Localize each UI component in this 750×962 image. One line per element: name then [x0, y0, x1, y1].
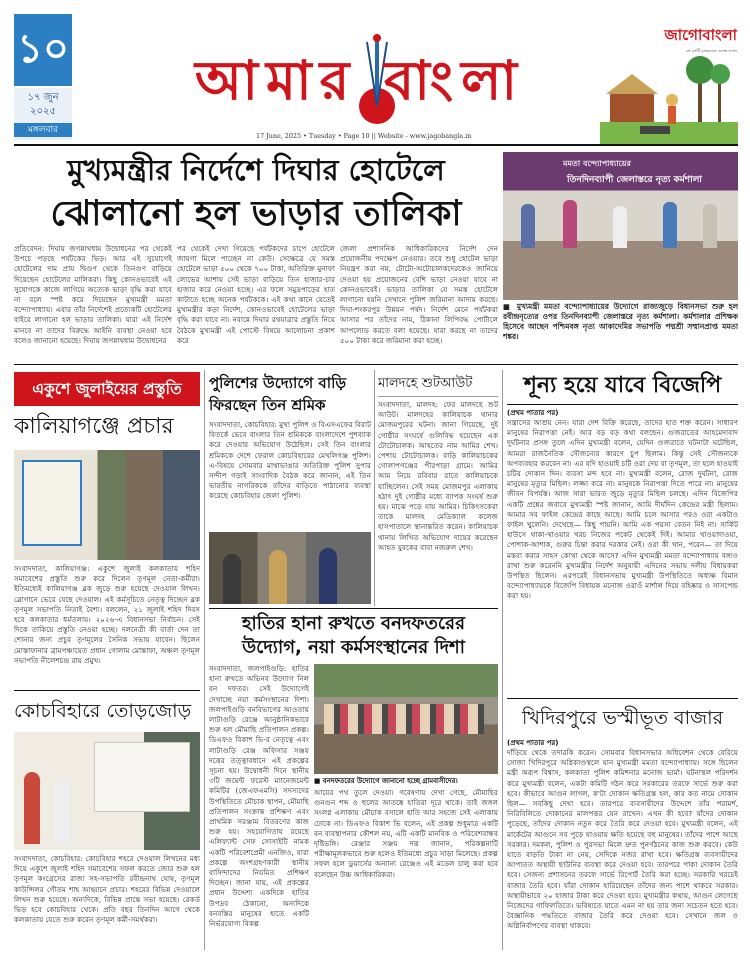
date-year: ২০২৫	[30, 106, 56, 117]
wall-painting	[94, 742, 190, 812]
lead-bottom-rule	[14, 364, 738, 365]
person-figure	[54, 778, 70, 844]
bengal-illustration	[600, 52, 738, 146]
dance-workshop-caption: ■ মুখ্যমন্ত্রী মমতা বন্দ্যোপাধ্যায়ের উদ্যোগে রাজ্যজুড়ে বিধানসভা শুরু হল রবীন্দ্রনৃত্যের ওপর তিনদিনব্যাপী জেলাস্তরে নৃত্য কর্মশালা। কর্মশালার প্রশিক্ষক হিসেবে আছেন পশ্চিমবঙ্গ নৃত্য আকাদেমির সভাপতি পদ্মশ্রী সম্মানপ্রাপ্ত মমতা শঙ্কর।	[503, 302, 738, 341]
person-figure	[269, 550, 287, 604]
logo	[195, 32, 545, 130]
bjp-kicker: (প্রথম পাতার পর)	[507, 409, 559, 417]
forest-meeting-caption: ■ বনদফতরের উদ্যোগে জানানো হচ্ছে গ্রামবাসীদের।	[314, 777, 458, 785]
dancer-figure	[563, 200, 577, 248]
col-divider-3	[502, 370, 503, 950]
khidirpur-headline: খিদিরপুরে ভস্মীভূত বাজার	[521, 707, 724, 729]
crowd-figures	[324, 704, 484, 734]
elephant-headline-line1: হাতির হানা রুখতে বনদফতরের	[242, 613, 465, 634]
elephant-headline	[209, 612, 498, 660]
lead-headline-line2: ঝোলানো হল ভাড়ার তালিকা	[50, 194, 462, 234]
dancer-figure	[521, 204, 535, 248]
malda-text: সংবাদদাতা, মালদহ: ফের মালদহে শুট আউট। মালদহের কালিয়াচক থানার মোজমপুরের ঘটনা। জানা গিয়েছে, দুই গোষ্ঠীর সংঘর্ষে গুলিবিদ্ধ হয়েছেন এক টোটোচালক। আহতের নাম আমির শেখ। পেশায় টোটোচালক। বাড়ি কালিয়াচকের গোলাপগঞ্জের পীরপাড়া গ্রামে। আমির আম নিয়ে রবিবার রাতে কালিয়াচকে যাচ্ছিলেন। সেই সময় মোজমপুর এলাকায় হঠাৎ দুই গোষ্ঠীর মধ্যে ব্যাপক সংঘর্ষ শুরু হয়। মাঝে পড়ে যায় আমির। চিকিৎসকেরা তাকে মালদহ মেডিক্যাল কলেজ হাসপাতালে স্থানান্তরিত করেন। কালিয়াচক থানায় লিখিত অভিযোগ দায়ের করেছেন আহত যুবকের বাবা নজরুল শেখ।	[378, 400, 498, 552]
dance-workshop-photo	[503, 152, 738, 300]
coochbehar-title: কোচবিহারে তোড়জোড়	[14, 700, 192, 722]
lead-headline-line1: মুখ্যমন্ত্রীর নির্দেশে দিঘার হোটেলে	[67, 153, 445, 187]
khidirpur-kicker: (প্রথম পাতার পর)	[507, 739, 559, 747]
police-workers-photo	[209, 532, 371, 604]
right-divider	[507, 698, 738, 699]
police-headline	[209, 372, 371, 416]
ekushe-title: কালিয়াগঞ্জে প্রচার	[14, 414, 174, 439]
bjp-rule	[507, 404, 738, 405]
dancer-figure	[663, 202, 677, 248]
kaliaganj-wall-photo	[14, 450, 200, 560]
masthead-rule	[14, 144, 738, 146]
page-number: ১০	[17, 26, 69, 72]
dancer-figure	[703, 204, 717, 248]
photo-banner-sub: তিনদিনব্যাপী জেলাস্তরে নৃত্য কর্মশালা	[567, 175, 703, 185]
lead-col-2: পর থেকেই দেখা গিয়েছে পর্যটকদের চাপে হোটেলে জায়গা মিলে পাচ্ছেন না কেউ। সেক্ষেত্রে যে সমস্ত হোটেলে ভাড়া ৫০০ থেকে ৭০০ টাকা, অতিরিক্ত মুনাফা লোভের আশায় সেই ভাড়া বাড়িয়ে তিন হাজার-চার হাজার করে নেওয়া হচ্ছে। এর ফলে সমুদ্রপাড়ের হাত কাটাতে হচ্ছে অনেক পর্যটককে। এই কথা কানে যেতেই মুখ্যমন্ত্রীর কড়া নির্দেশ, কোনওভাবেই হোটেলের ভাড়া বৃদ্ধি করা যাবে না। নবান্নে দিঘার রথযাত্রার প্রস্তুতি নিয়ে বৈঠকে মুখ্যমন্ত্রী এই পোস্টে বিষয়ে আলোচনা প্রকাশ করে	[177, 244, 335, 345]
malda-rule	[378, 396, 498, 397]
page-number-box	[14, 14, 72, 86]
police-headline-line1: পুলিশের উদ্যোগে বাড়ি	[209, 374, 347, 392]
weekday: মঙ্গলবার	[14, 123, 72, 137]
date-box	[14, 88, 72, 140]
logo-text: আমার বাংলা	[195, 49, 525, 112]
forest-meeting-photo	[314, 664, 498, 774]
dancer-figure	[613, 206, 627, 248]
mid-rule	[209, 608, 498, 609]
person-figure	[319, 548, 337, 604]
info-line: 17 June, 2025 • Tuesday • Page 10 || Website - www.jagobangla.in	[256, 132, 472, 140]
elephant-col-1: সংবাদদাতা, জলপাইগুড়ি: হাতির হানা রুখতে অভিনব উদ্যোগ নিল বন দফতর। সেই উদ্যোগেই দেখাচ্ছে নয়া কর্মসংস্থানের দিশা। জলপাইগুড়ি বনবিভাগের আওতায় লাটাগুড়ি রেঞ্জে আনুষ্ঠানিকভাবে শুরু হল মৌমাছি প্রতিপালন প্রকল্প। ডিএফও বিকাশ ভি-র নেতৃত্বে এবং লাটাগুড়ি রেঞ্জ অফিসার সঞ্জয় দত্তের তত্ত্বাবধানে এই প্রকল্পের সূচনা হয়। উদ্বোধনী দিনে স্থানীয় ৩টি জয়েন্ট ফরেস্ট ম্যানেজমেন্ট কমিটির (জেএফএমসি) সদস্যদের উপস্থিতিতে মৌচাক স্থাপন, মৌমাছি প্রতিপালন সংক্রান্ত প্রশিক্ষণ এবং প্রাথমিক সরঞ্জাম বিতরণের কাজ শুরু হয়। সহযোগিতায় রয়েছে এলিফ্যান্ট সেফ সোসাইটি নামক একটি পরিবেশপ্রেমী এনজিও, যারা প্রকল্পে অংশগ্রহণকারী স্থানীয় বাসিন্দাদের নিয়মিত প্রশিক্ষণ দিচ্ছেন। জানা যায়, এই প্রকল্পের প্রধান উদ্দেশ্য একদিকে হাতির উপদ্রব ঠেকানো, অন্যদিকে বনবস্তির মানুষের হাতে একটি নির্ভরযোগ্য বিকল্প	[209, 664, 309, 929]
bjp-text: সন্ত্রাসের আশ্রয় নেন। যারা দেশ বিক্রি করেছে, তাদের হাত শক্ত করেন। সাধারণ মানুষের নিরাপত্তা নেই। আর বড় বড় কথা বলছেন। গুজরাতের আহমেদাবাদ দুর্ঘটনার প্রসঙ্গ তুলে এদিন মুখ্যমন্ত্রী বলেন, যেদিন গুজরাতে ঘটনাটা ঘটেছিল, আমরা রাজনৈতিক সৌজন্যের কারণে চুপ ছিলাম। কিন্তু সেই সৌজন্যকে অপব্যবহার করবেন না। এর যদি হাওয়াই চটি ওরা দেয় বা তৃণমূল, তা হলে হাওয়াই চটির দোকান দিন। ব্যবসা মন্দ হবে না। মুখ্যমন্ত্রী বলেন, রোজ দুর্ঘটনা, রোজ মানুষের মৃত্যুর মিছিল। লজ্জা করে না। মানুষকে নিরাপত্তা দিতে পারে না। মানুষের জীবন বিপর্যস্ত। আজ সারা ভারত জুড়ে মৃত্যুর মিছিল চলছে। এদিন বিজেপির একটি প্রশ্নের জবাবে মুখ্যমন্ত্রী স্পষ্ট জানান, আমি দীর্ঘদিন কেন্দ্রের মন্ত্রী ছিলাম। আমার সব ফাইল কেন্দ্রের কাছে আছে। আমি চলে আসার পরও ওরা একটাও ফাইল খুলেনি। দেখেছে— কিছু পায়নি। আমি এক পয়সা বেতন নিই না। সার্কিট হাউসে থাকা-খাওয়ার খরচ নিজের পকেট থেকেই দিই। আমার খাওয়াদাওয়া, পোশাক-আশাক, গুরুর চিন্তা করার দরকার নেই। ওরা কী খান, পরেন— তা দিয়ে মন্তব্য করার সাহস কোথা থেকে আসে? এদিন মুখ্যমন্ত্রী মমতা বন্দ্যোপাধ্যায় বঙ্গ্যও রাখা শুরু করেননি মুখ্যমন্ত্রীর নির্দেশ অনুযায়ী এদিনের সভায় দলীয় বিধায়করা উপস্থিত ছিলেন। এরপরেই বিধানসভায় মুখ্যমন্ত্রী উপস্থিতিতে অধ্যক্ষ বিমান বন্দ্যোপাধ্যায়কে বিজেপি বিধায়ক মনোজ ওরাওঁ মার্শাল দিয়ে বহিষ্কার ও সাসপেন্ড করা হয়।	[507, 418, 738, 601]
person-figure	[223, 554, 241, 604]
police-text: সংবাদদাতা, কোচবিহার: মুখ্য পুলিশ ও বিএসএফের বিরাট বিতর্কে ভেবে বাংলার তিন শ্রমিককে বাংলাদেশে পুশব্যাক করে দেওয়ার অভিযোগ উঠেছিল। সেই তিন বাংলার শ্রমিককে দেশে ফেরাল কোচবিহারের মেখলিগঞ্জ পুলিশ। এ-বিষয়ে সোমবার মাথাভাঙার অতিরিক্ত পুলিশ সুপার সন্দীপ গড়াই সাংবাদিক বৈঠক করে জানান, এই তিন ভারতীয় নাগরিককে তাঁদের বাড়িতে পাঠানোর ব্যবস্থা করেছে কোচবিহার জেলা পুলিশ।	[209, 420, 371, 501]
col-divider-2	[374, 370, 375, 606]
col-divider-1	[204, 370, 205, 950]
bjp-headline: শূন্য হয়ে যাবে বিজেপি	[523, 373, 722, 398]
police-headline-line2: ফিরছেন তিন শ্রমিক	[209, 396, 326, 414]
lead-col-1: প্রতিবেদন: দিঘায় জগন্নাথধাম উদ্বোধনের পর থেকেই উপচে পড়ছে পর্যটকের ভিড়। আর এই সুযোগেই হোটেলের দাম প্রায় দ্বিগুণ থেকে তিনগুণ বাড়িয়ে দিয়েছেন হোটেলের মালিকরা। কিছু কোনওভাবেই এই সুযোগকে কাজে লাগিয়ে অত্যেক ভাড়া বৃদ্ধি করা যাবে না বলে স্পষ্ট করে দিয়েছেন মুখ্যমন্ত্রী মমতা বন্দ্যোপাধ্যায়। এবার তাঁর নির্দেশেই প্রত্যেকটি হোটেলের বাইরে লাগানো হল ভাড়ার তালিকা। যারা এই নির্দেশ মানবে না তাদের বিরুদ্ধে আইনি ব্যবস্থা নেওয়া হবে বলেও জানানো হয়েছে। দিঘায় জগন্নাথধাম উদ্বোধনের	[14, 244, 172, 345]
elephant-headline-line2: উদ্যোগ, নয়া কর্মসংস্থানের দিশা	[242, 637, 465, 658]
wall-graffiti	[22, 460, 82, 546]
coochbehar-wall-photo	[14, 732, 200, 850]
brand-name: জাগোবাংলা	[664, 26, 737, 44]
date-day: ১৭ জুন	[27, 92, 59, 103]
ekushe-banner: একুশে জুলাইয়ের প্রস্তুতি	[14, 372, 200, 406]
elephant-col-2: আয়ের পথ তুলে দেওয়া। গবেষণায় দেখা গেছে, মৌমাছির গুনগুন শব্দ ও হুলের আতঙ্কে হাতিরা দূরে থাকে। তাই জঙ্গল সংলগ্ন এলাকায় মৌচাক বসালে হাতি আর সহজে সেই এলাকায় ঢোকে না। ডিএফও বিকাশ ভি বলেন, এই প্রকল্প শুধুমাত্র একটি বন ব্যবস্থাপনার কৌশল নয়, এটি একটি মানবিক ও পরিবেশবান্ধব দৃষ্টিভঙ্গি। রেঞ্জার সঞ্জয় দত্ত জানান, পরিকল্পনাটি পরীক্ষামূলকভাবে শুরু হলেও ইতিমধ্যে প্রচুর সাড়া মিলেছে। প্রকল্প সফল হলে ডুয়ার্সের অন্যান্য রেঞ্জেও এই মডেল চালু করা হবে বলেছেন উচ্চ আধিকারিকরা।	[314, 788, 498, 879]
lead-headline	[14, 150, 498, 238]
coochbehar-text: সংবাদদাতা, কোচবিহার: কোচবিহার শহরে দেওয়াল লিখনের মধ্য দিয়ে একুশে জুলাই শহিদ সমাবেশের সফল করতে জোর শুরু হল তৃণমূল কংগ্রেসের রাজ্য সহ-সভাপতি রবীন্দ্রনাথ ঘোষ, তৃণমূল কাউন্সিলর গৌতম শাহ আহ্বানে প্রচার। শহরের বিভিন্ন দেওয়ালে লিখন শুরু হয়েছে। অন্যদিকে, বিভিন্ন প্রান্তে সভা হয়েছে। রেকর্ড ভিড় হবে কোচবিহার থেকে। প্রতি বছর তিনদিন আগে থেকে কলকাতায় যেতে শুরু করেন তৃণমূল কর্মী-সমর্থকরা।	[14, 854, 200, 925]
lead-col-3: জেলা প্রশাসনিক আধিকারিকদের নির্দেশ দেন প্রয়োজনীয় পদক্ষেপ নেওয়ার। তবে শুধু হোটেল ভাড়া নিয়ন্ত্রণ করা নয়, টোটো-অটোচালকদেরকেও জানিয়ে দেওয়া হয় প্রয়োজনের বেশি ভাড়া নেওয়া যাবে না কোনওভাবেই। ভাড়ার তালিকা যে সমস্ত হোটেলে লাগানো হয়নি সেখানে পুলিশ জরিমানা আদায় করছে। দিঘা-শংকরপুর উন্নয়ন পর্ষদ। নির্দেশ মেনে পর্যটকরা আসার পর তাঁদের নাম, ঠিকানা লিপিবদ্ধ পোর্টালে আপলোড করতে বলা হয়েছে। যারা করছে না তাদের ৫০০ টাকা করে জরিমানা করা হচ্ছে।	[340, 244, 498, 345]
ekushe-text: সংবাদদাতা, কালিয়াগঞ্জ: একুশে জুলাই কলকাতায় শহিদ সমাবেশের প্রস্তুতি শুরু করে দিলেন তৃণমূল নেতা-কর্মীরা। ইতিমধ্যেই কালিয়াগঞ্জ ব্লক জুড়ে শুরু হয়েছে দেওয়াল লিখন। স্লোগানে ভেরে যেছে দেওয়াল। এই কর্মসূচিতে নেতৃত্ব দিচ্ছেন ব্লক তৃণমূল সভাপতি নিতাই বৈশ্য। বললেন, ২১ জুলাই শহিদ দিবস হবে কলকাতার ধর্মতলায়। ২০২৬-এ বিধানসভা নির্বাচন। সেই দিকে তাকিয়ে প্রস্তুতি নেওয়া হচ্ছে। দলনেত্রী কী বার্তা দেন তা শোনার জন্য প্রচুর তৃণমূলের সৈনিক সভায় যাবেন। ছিলেন মোস্তাফানার ব্রামপঞ্চায়েত প্রধান গোলাম মোস্তাফা, অঞ্চল তৃণমূল সভাপতি নীলেশচন্দ্র রায় প্রমুখ।	[14, 564, 200, 665]
left-divider	[14, 690, 200, 691]
malda-headline: মালদহে শুটআউট	[378, 376, 473, 391]
farmer-illustration-icon	[600, 52, 738, 146]
photo-banner-title: মমতা বন্দ্যোপাধ্যায়ের	[563, 159, 631, 168]
khidirpur-text: দাঁড়িয়ে থেকে তদারকি করেন। সোমবার বিধানসভার অধিবেশন থেকে বেরিয়ে সোজা খিদিরপুরে অগ্নিকাণ্ডস্থলে যান মুখ্যমন্ত্রী মমতা বন্দ্যোপাধ্যায়। সঙ্গে ছিলেন মন্ত্রী অরূপ বিশ্বাস, কলকাতা পুলিশ কমিশনার মনোজ ভার্মা। ঘটনাস্থল পরিদর্শন করে মুখ্যমন্ত্রী বলেন, একটা কমিটি গঠন করে সরকারের তরফে সার্ভে শুরু করা হবে। কীভাবে আগুন লাগল, ক'টা দোকান ক্ষতিগ্রস্ত হল, কার কত নামে দোকান ছিল— সবকিছু দেখা হবে। তারপরে ব্যবসায়ীদের উদ্দেশে তাঁর পরামর্শ, নিরিবিলিতে দোকানের মালপত্তর যেন রাখেন। এখন কী হবে? যাঁদের দোকান পুড়েছে, তাঁদের দোকান নতুন করে তৈরি করে দেওয়া হবে। মুখ্যমন্ত্রী বলেন, এই মার্কেটের আগুনে সব পুড়ে যাওয়ায় ক্ষতি হয়েছে বহু মানুষের। তাঁদের পাশে আছে সরকার। দমকল, পুলিশ ও পুরসভা মিলে দ্রুত পুনর্গঠনের কাজ শুরু করবে। কেউ যাতে বাড়তি টাকা না নেয়, সেদিকে নজর রাখা হবে। ক্ষতিগ্রস্ত ব্যবসায়ীদের আপাতত অস্থায়ী ছাউনির ব্যবস্থা করে দেওয়া হবে। তারপরে পাকা দোকান তৈরি হবে। সেজন্য প্রশাসনের তরফে সার্ভে রিপোর্ট তৈরি করা হচ্ছে। সরকারি খরচেই বাজার তৈরি হবে। যাঁরা দোকান হারিয়েছেন তাঁদের জন্য পাশে থাকবে সরকার। অস্থায়ীভাবে ২০ হাজার টাকা করে দেওয়া হবে। মুখ্যমন্ত্রীর কথায়, আগুন লেগেছে নিজেদের গাফিলতিতে। ভবিষ্যতে যাতে এমন না হয় তার জন্য সচেতন হতে হবে। বৈজ্ঞানিক পদ্ধতিতে বাজার তৈরি করে দেওয়া হবে। সেখানে জল ও অগ্নিনির্বাপণের ব্যবস্থা থাকবে।	[507, 748, 738, 931]
person-figure	[24, 772, 40, 844]
